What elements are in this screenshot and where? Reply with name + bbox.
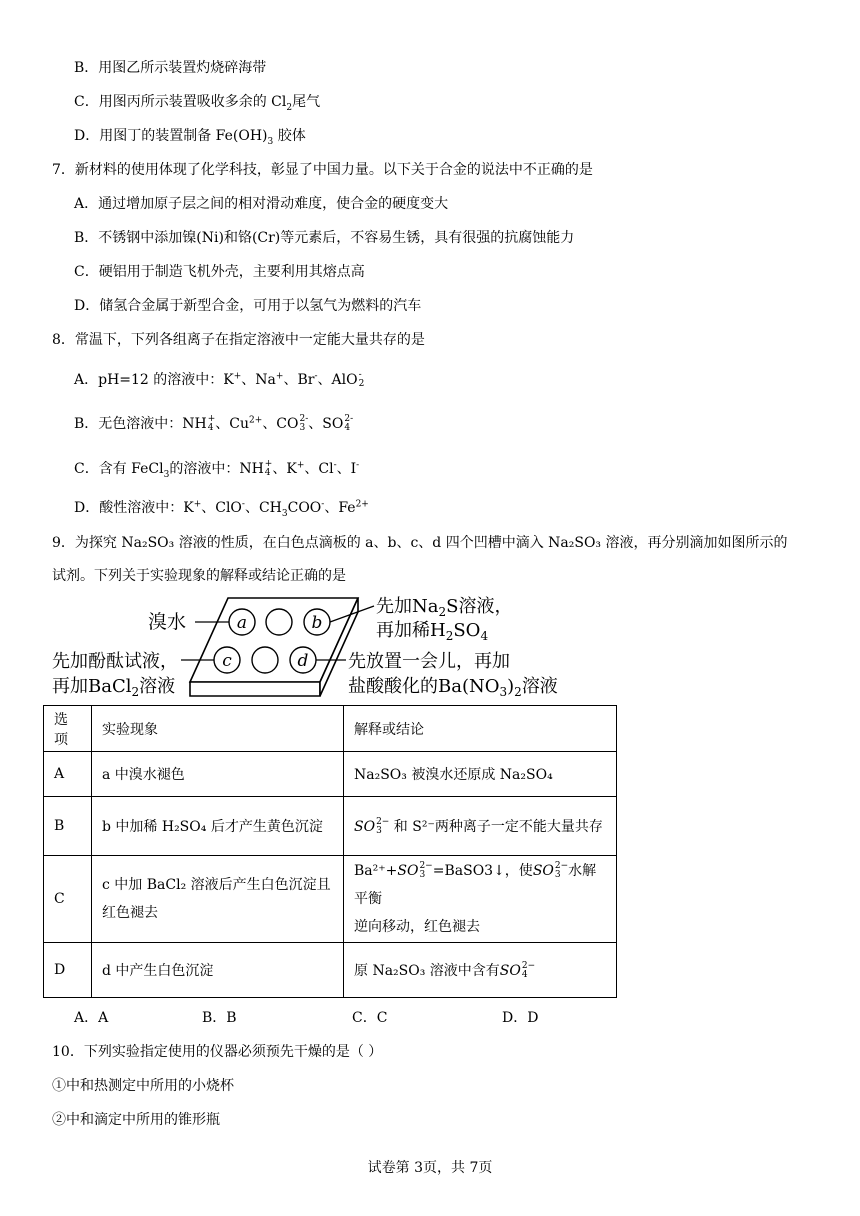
q9-stem-line2: 试剂。下列关于实验现象的解释或结论正确的是	[52, 568, 346, 584]
q8-option-b: B．无色溶液中：NH + 4 、$Cu^{2+}$、CO 2- 3 、SO 2- 4	[74, 414, 354, 433]
row-a-phenomenon: a 中溴水褪色	[92, 752, 344, 797]
label-b-line2: 再加稀$H_2SO_4$	[376, 620, 489, 643]
q9-choice-b: B．B	[202, 1010, 237, 1026]
well-a-label: a	[236, 613, 248, 633]
q6-option-c: C．用图丙所示装置吸收多余的 $Cl_2$尾气	[74, 94, 321, 113]
row-a-option: A	[44, 752, 92, 797]
q6-option-d: D．用图丁的装置制备 $Fe(OH)_3$ 胶体	[74, 128, 306, 147]
q10-item-1: ①中和热测定中所用的小烧杯	[52, 1078, 234, 1094]
table-row	[44, 943, 617, 998]
q7-option-a: A．通过增加原子层之间的相对滑动难度，使合金的硬度变大	[74, 196, 449, 212]
table-header-row	[44, 706, 617, 752]
plate-front	[190, 682, 320, 696]
well-empty-2	[252, 647, 278, 673]
row-c-phenomenon: c 中加 BaCl₂ 溶液后产生白色沉淀且 红色褪去	[92, 856, 344, 943]
q7-option-c: C．硬铝用于制造飞机外壳，主要利用其熔点高	[74, 264, 365, 280]
spot-plate-diagram	[46, 592, 606, 702]
table-row	[44, 797, 617, 856]
q8-stem: 8．常温下，下列各组离子在指定溶液中一定能大量共存的是	[52, 332, 425, 348]
row-b-phenomenon: b 中加稀 H₂SO₄ 后才产生黄色沉淀	[92, 797, 344, 856]
well-d-label: d	[297, 651, 309, 671]
header-explanation: 解释或结论	[344, 706, 617, 752]
header-phenomenon: 实验现象	[92, 706, 344, 752]
well-c-label: c	[222, 651, 232, 671]
q10-item-2: ②中和滴定中所用的锥形瓶	[52, 1112, 220, 1128]
row-d-phenomenon: d 中产生白色沉淀	[92, 943, 344, 998]
q9-choice-d: D．D	[502, 1010, 539, 1026]
table-row	[44, 752, 617, 797]
q8-option-a: A．pH=12 的溶液中：K+、Na+、Br-、AlO - 2	[74, 370, 365, 389]
q6-option-b: B．用图乙所示装置灼烧碎海带	[74, 60, 267, 76]
label-b-line1: 先加$Na_2S$溶液，	[376, 596, 513, 619]
table-row	[44, 856, 617, 943]
page-footer: 试卷第 3页，共 7页	[367, 1160, 493, 1176]
q9-choice-a: A．A	[74, 1010, 109, 1026]
row-c-explanation: Ba²⁺+SO 2− 3 =BaSO3↓，使SO 2− 3 水解平衡 逆向移动，红色褪去	[344, 856, 617, 943]
q7-option-d: D．储氢合金属于新型合金，可用于以氢气为燃料的汽车	[74, 298, 422, 314]
label-a: 溴水	[148, 611, 187, 633]
q10-stem: 10．下列实验指定使用的仪器必须预先干燥的是（ ）	[52, 1044, 383, 1060]
label-d-line1: 先放置一会儿，再加	[348, 651, 510, 672]
row-d-option: D	[44, 943, 92, 998]
label-d-line2: 盐酸酸化的$Ba(NO_3)_2$溶液	[348, 676, 558, 699]
row-c-option: C	[44, 856, 92, 943]
label-c-line1: 先加酚酞试液，	[52, 651, 178, 672]
well-b-label: b	[311, 613, 323, 633]
q9-stem-line1: 9．为探究 Na₂SO₃ 溶液的性质，在白色点滴板的 a、b、c、d 四个凹槽中滴入 Na₂SO₃ 溶液，再分别滴加如图所示的	[52, 535, 788, 551]
q9-table	[43, 705, 617, 998]
row-d-explanation: 原 Na₂SO₃ 溶液中含有SO 2− 4	[344, 943, 617, 998]
q8-option-c: C．含有 FeCl$_3$的溶液中：NH + 4 、K+、Cl-、I-	[74, 459, 360, 480]
q8-option-d: D．酸性溶液中：K+、ClO-、$CH_3COO^-$、$Fe^{2+}$	[74, 499, 369, 519]
row-b-explanation: SO 2− 3 和 S²⁻两种离子一定不能大量共存	[344, 797, 617, 856]
row-b-option: B	[44, 797, 92, 856]
q7-option-b: B．不锈钢中添加镍(Ni)和铬(Cr)等元素后，不容易生锈，具有很强的抗腐蚀能力	[74, 230, 575, 246]
q9-choice-c: C．C	[352, 1010, 388, 1026]
q7-stem: 7．新材料的使用体现了化学科技，彰显了中国力量。以下关于合金的说法中不正确的是	[52, 162, 593, 178]
label-c-line2: 再加BaCl$_2$溶液	[52, 676, 176, 699]
header-option: 选项	[44, 706, 92, 752]
row-a-explanation: Na₂SO₃ 被溴水还原成 Na₂SO₄	[344, 752, 617, 797]
well-empty-1	[266, 609, 292, 635]
